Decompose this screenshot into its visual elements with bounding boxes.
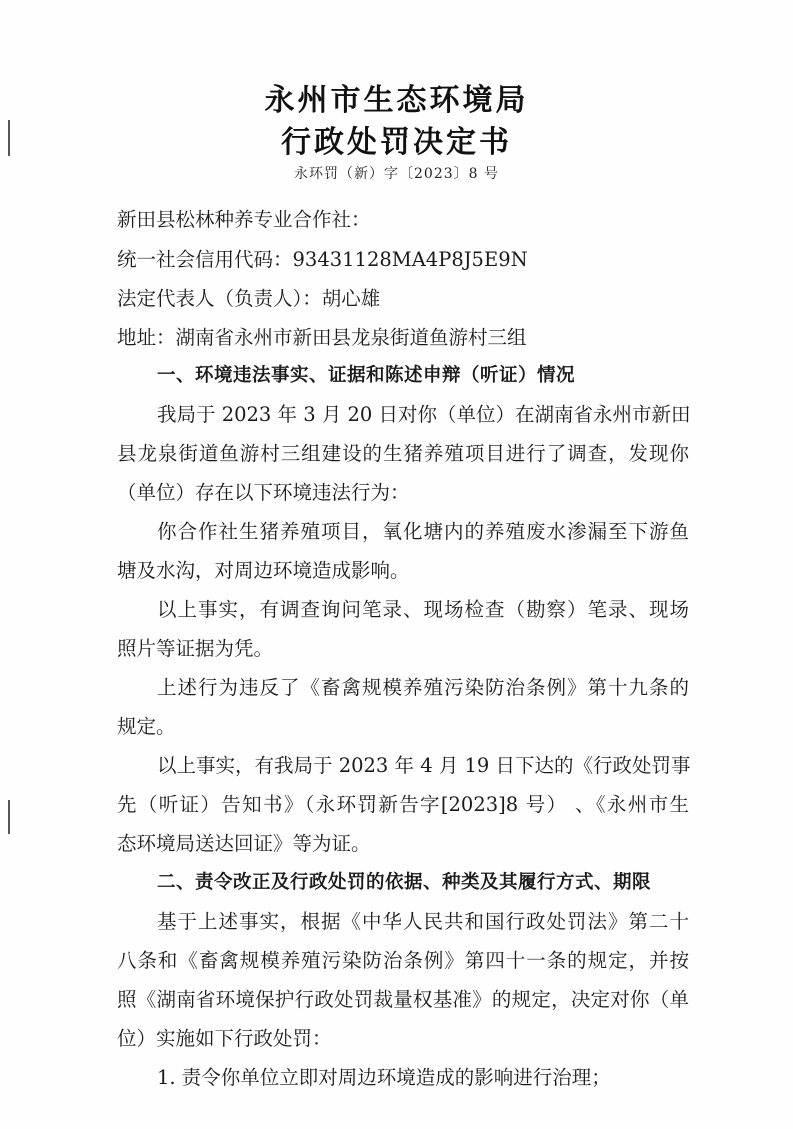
paragraph-line: （单位）存在以下环境违法行为： xyxy=(117,481,410,504)
paragraph-line: 县龙泉街道鱼游村三组建设的生猪养殖项目进行了调查，发现你 xyxy=(117,442,689,465)
document-number: 永环罚（新）字〔2023〕8 号 xyxy=(294,166,499,182)
document-title: 行政处罚决定书 xyxy=(281,125,512,160)
credit-code: 统一社会信用代码：93431128MA4P8J5E9N xyxy=(117,248,528,271)
paragraph-line: 照《湖南省环境保护行政处罚裁量权基准》的规定，决定对你（单 xyxy=(117,988,689,1011)
section-heading-facts: 一、环境违法事实、证据和陈述申辩（听证）情况 xyxy=(157,365,576,386)
paragraph-line: 先（听证）告知书》（永环罚新告字[2023]8 号） 、《永州市生 xyxy=(117,793,689,816)
party-name: 新田县松林种养专业合作社： xyxy=(117,208,371,231)
paragraph-line: 位）实施如下行政处罚： xyxy=(117,1027,332,1050)
paragraph-line: 塘及水沟，对周边环境造成影响。 xyxy=(117,559,410,582)
scan-edge-mark xyxy=(8,800,10,834)
paragraph-line: 我局于 2023 年 3 月 20 日对你（单位）在湖南省永州市新田 xyxy=(157,403,691,426)
legal-representative: 法定代表人（负责人）：胡心雄 xyxy=(117,287,381,310)
paragraph-line: 你合作社生猪养殖项目，氧化塘内的养殖废水渗漏至下游鱼 xyxy=(157,520,689,543)
paragraph-line: 态环境局送达回证》等为证。 xyxy=(117,832,371,855)
issuing-authority-title: 永州市生态环境局 xyxy=(264,83,529,118)
party-address: 地址：湖南省永州市新田县龙泉街道鱼游村三组 xyxy=(117,326,527,349)
paragraph-line: 基于上述事实，根据《中华人民共和国行政处罚法》第二十 xyxy=(157,910,689,933)
paragraph-line: 1. 责令你单位立即对周边环境造成的影响进行治理； xyxy=(157,1066,611,1089)
paragraph-line: 八条和《畜禽规模养殖污染防治条例》第四十一条的规定，并按 xyxy=(117,949,689,972)
paragraph-line: 以上事实，有我局于 2023 年 4 月 19 日下达的《行政处罚事 xyxy=(157,754,691,777)
section-heading-penalty: 二、责令改正及行政处罚的依据、种类及其履行方式、期限 xyxy=(157,872,652,893)
paragraph-line: 照片等证据为凭。 xyxy=(117,637,274,660)
paragraph-line: 上述行为违反了《畜禽规模养殖污染防治条例》第十九条的 xyxy=(157,676,689,699)
paragraph-line: 以上事实，有调查询问笔录、现场检查（勘察）笔录、现场 xyxy=(157,598,689,621)
paragraph-line: 规定。 xyxy=(117,715,176,738)
